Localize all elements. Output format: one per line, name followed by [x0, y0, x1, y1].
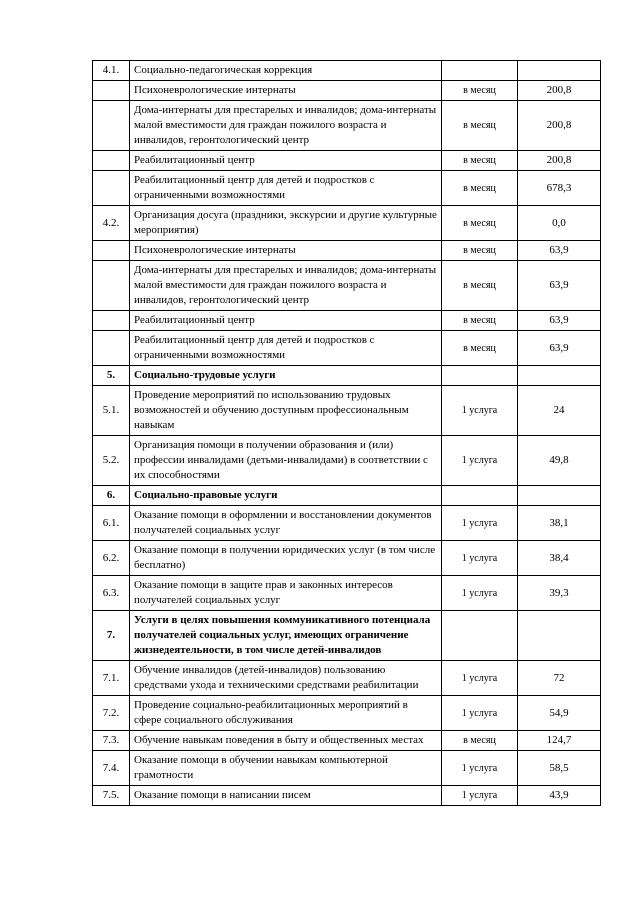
row-unit: 1 услуга [442, 786, 518, 806]
table-row [93, 386, 601, 436]
row-value: 54,9 [518, 696, 601, 731]
row-number: 5.2. [93, 436, 130, 486]
row-number: 7.5. [93, 786, 130, 806]
row-unit [442, 366, 518, 386]
tariff-table-body [93, 61, 601, 806]
section-number: 5. [93, 366, 130, 386]
row-unit: 1 услуга [442, 436, 518, 486]
table-row [93, 151, 601, 171]
table-row [93, 81, 601, 101]
row-unit: 1 услуга [442, 541, 518, 576]
row-name: Организация помощи в получении образования и (или) профессии инвалидами (детьми-инвалидами) в соответствии с их способностями [130, 436, 442, 486]
row-number: 6.2. [93, 541, 130, 576]
row-value: 200,8 [518, 101, 601, 151]
row-name: Реабилитационный центр [130, 151, 442, 171]
row-value: 43,9 [518, 786, 601, 806]
row-name: Оказание помощи в получении юридических услуг (в том числе бесплатно) [130, 541, 442, 576]
row-number [93, 151, 130, 171]
row-unit [442, 486, 518, 506]
row-number [93, 311, 130, 331]
row-value [518, 61, 601, 81]
row-value [518, 611, 601, 661]
row-value: 72 [518, 661, 601, 696]
row-value: 200,8 [518, 151, 601, 171]
row-unit: в месяц [442, 206, 518, 241]
row-name: Обучение навыкам поведения в быту и общественных местах [130, 731, 442, 751]
section-row [93, 611, 601, 661]
row-name: Проведение мероприятий по использованию трудовых возможностей и обучению доступным профессиональным навыкам [130, 386, 442, 436]
row-name: Психоневрологические интернаты [130, 81, 442, 101]
table-row [93, 786, 601, 806]
row-unit: в месяц [442, 81, 518, 101]
row-number [93, 241, 130, 261]
row-value: 58,5 [518, 751, 601, 786]
row-name: Обучение инвалидов (детей-инвалидов) пользованию средствами ухода и техническими средствами реабилитации [130, 661, 442, 696]
row-value: 63,9 [518, 331, 601, 366]
row-number: 6.3. [93, 576, 130, 611]
row-unit [442, 61, 518, 81]
row-unit: 1 услуга [442, 576, 518, 611]
row-value: 38,4 [518, 541, 601, 576]
row-number: 7.2. [93, 696, 130, 731]
row-value: 39,3 [518, 576, 601, 611]
row-value: 38,1 [518, 506, 601, 541]
row-value: 200,8 [518, 81, 601, 101]
row-name: Дома-интернаты для престарелых и инвалидов; дома-интернаты малой вместимости для граждан пожилого возраста и инвалидов, геронтологический центр [130, 261, 442, 311]
table-row [93, 171, 601, 206]
table-row [93, 331, 601, 366]
table-row [93, 751, 601, 786]
row-number: 7.3. [93, 731, 130, 751]
row-number [93, 331, 130, 366]
table-row [93, 576, 601, 611]
row-number [93, 81, 130, 101]
section-title: Социально-правовые услуги [130, 486, 442, 506]
row-value: 0,0 [518, 206, 601, 241]
row-number [93, 101, 130, 151]
row-name: Организация досуга (праздники, экскурсии и другие культурные мероприятия) [130, 206, 442, 241]
row-name: Социально-педагогическая коррекция [130, 61, 442, 81]
row-unit: в месяц [442, 311, 518, 331]
row-name: Дома-интернаты для престарелых и инвалидов; дома-интернаты малой вместимости для граждан пожилого возраста и инвалидов, геронтологический центр [130, 101, 442, 151]
row-unit: 1 услуга [442, 751, 518, 786]
row-unit: в месяц [442, 151, 518, 171]
section-number: 7. [93, 611, 130, 661]
row-number: 6.1. [93, 506, 130, 541]
row-unit [442, 611, 518, 661]
tariff-table [92, 60, 601, 806]
table-row [93, 506, 601, 541]
row-number: 7.1. [93, 661, 130, 696]
row-unit: в месяц [442, 261, 518, 311]
row-value [518, 486, 601, 506]
section-row [93, 486, 601, 506]
row-unit: 1 услуга [442, 386, 518, 436]
row-name: Реабилитационный центр для детей и подростков с ограниченными возможностями [130, 331, 442, 366]
table-row [93, 206, 601, 241]
section-number: 6. [93, 486, 130, 506]
table-row [93, 241, 601, 261]
row-number [93, 171, 130, 206]
row-number: 4.1. [93, 61, 130, 81]
row-name: Психоневрологические интернаты [130, 241, 442, 261]
row-value: 63,9 [518, 261, 601, 311]
row-number: 5.1. [93, 386, 130, 436]
row-number: 7.4. [93, 751, 130, 786]
row-unit: в месяц [442, 331, 518, 366]
row-unit: 1 услуга [442, 661, 518, 696]
row-value: 24 [518, 386, 601, 436]
row-unit: в месяц [442, 731, 518, 751]
row-name: Оказание помощи в написании писем [130, 786, 442, 806]
row-name: Проведение социально-реабилитационных мероприятий в сфере социального обслуживания [130, 696, 442, 731]
row-name: Реабилитационный центр [130, 311, 442, 331]
table-row [93, 541, 601, 576]
table-row [93, 61, 601, 81]
row-value [518, 366, 601, 386]
row-value: 63,9 [518, 311, 601, 331]
row-number [93, 261, 130, 311]
row-unit: 1 услуга [442, 696, 518, 731]
row-value: 49,8 [518, 436, 601, 486]
table-row [93, 696, 601, 731]
row-unit: 1 услуга [442, 506, 518, 541]
section-row [93, 366, 601, 386]
row-unit: в месяц [442, 101, 518, 151]
table-row [93, 311, 601, 331]
section-title: Услуги в целях повышения коммуникативного потенциала получателей социальных услуг, имеющих ограничение жизнедеятельности, в том числе детей-инвалидов [130, 611, 442, 661]
table-row [93, 661, 601, 696]
section-title: Социально-трудовые услуги [130, 366, 442, 386]
row-name: Реабилитационный центр для детей и подростков с ограниченными возможностями [130, 171, 442, 206]
row-name: Оказание помощи в защите прав и законных интересов получателей социальных услуг [130, 576, 442, 611]
row-value: 63,9 [518, 241, 601, 261]
row-value: 678,3 [518, 171, 601, 206]
row-unit: в месяц [442, 171, 518, 206]
row-value: 124,7 [518, 731, 601, 751]
table-row [93, 101, 601, 151]
table-row [93, 731, 601, 751]
row-unit: в месяц [442, 241, 518, 261]
row-name: Оказание помощи в оформлении и восстановлении документов получателей социальных услуг [130, 506, 442, 541]
row-number: 4.2. [93, 206, 130, 241]
row-name: Оказание помощи в обучении навыкам компьютерной грамотности [130, 751, 442, 786]
table-row [93, 261, 601, 311]
table-row [93, 436, 601, 486]
